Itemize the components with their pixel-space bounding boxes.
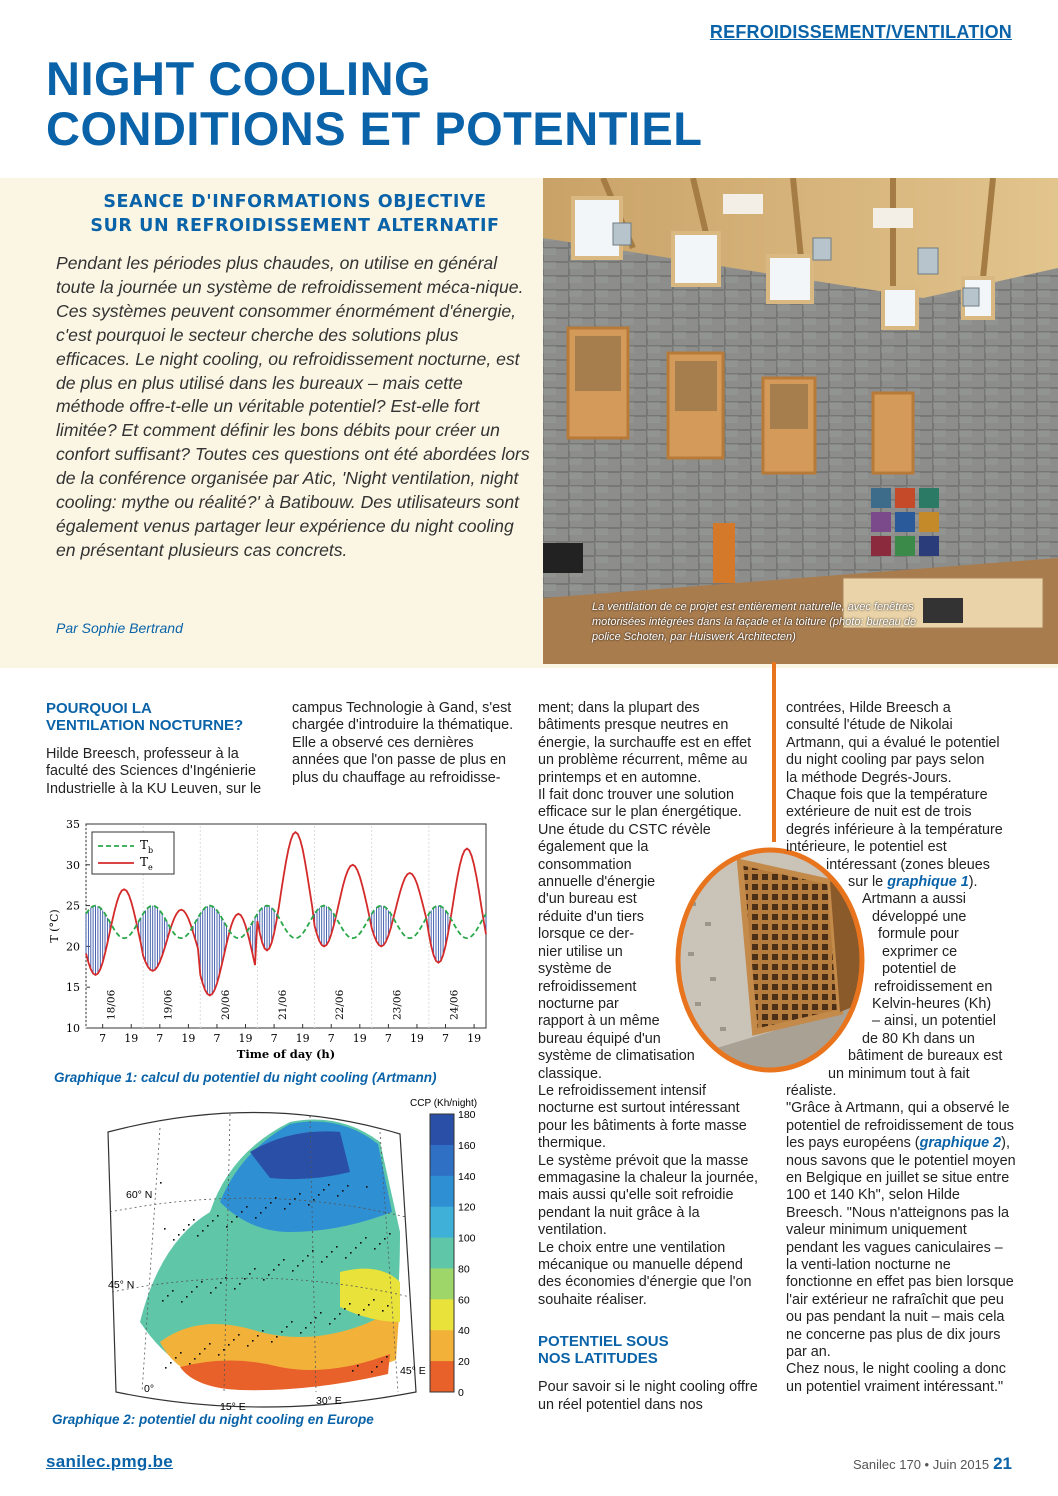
text-line: – ainsi, un potentiel (872, 1013, 997, 1030)
x-tick-label: 7 (384, 1032, 392, 1045)
text-line: potentiel de (882, 961, 957, 978)
x-tick-label: 7 (270, 1032, 278, 1045)
graph-reference: graphique 1 (887, 874, 969, 891)
legend-tb-label: T (140, 838, 149, 852)
scale-tick-label: 60 (458, 1294, 470, 1307)
column-4 (786, 700, 1016, 1396)
text-line: Chaque fois que la température (786, 787, 988, 804)
text-line: consommation (538, 856, 632, 873)
paragraph: Il fait donc trouver une solution efficace sur le plan énergétique. (538, 787, 742, 821)
section-label: REFROIDISSEMENT/VENTILATION (709, 22, 1012, 42)
title-line-2: CONDITIONS ET POTENTIEL (46, 102, 703, 155)
issue-label: Sanilec 170 • Juin 2015 (852, 1457, 990, 1472)
text-line: intérieure, le potentiel est (786, 839, 947, 856)
longitude-label: 45° E (400, 1365, 426, 1377)
text-line: classique. (538, 1065, 602, 1082)
title-line-1: NIGHT COOLING (46, 52, 432, 105)
x-tick-label: 7 (213, 1032, 221, 1045)
footer-site-link[interactable]: sanilec.pmg.be (46, 1452, 174, 1471)
y-tick-label: 10 (66, 1022, 80, 1035)
text-line: bâtiment de bureaux est (848, 1048, 1003, 1065)
text-line: annuelle d'énergie (538, 874, 656, 891)
paragraph: Pour savoir si le night cooling offre un réel potentiel dans nos (538, 1379, 758, 1413)
x-tick-label: 19 (238, 1032, 253, 1045)
text-line: développé une (872, 908, 967, 925)
longitude-label: 30° E (316, 1395, 342, 1407)
x-tick-label: 19 (409, 1032, 424, 1045)
scale-band (430, 1361, 454, 1392)
text-line: refroidissement en (874, 978, 993, 995)
text-run: "Grâce à Artmann, qui a observé le potentiel de refroidissement de tous les pays européens ( (786, 1100, 1014, 1152)
scale-tick-label: 20 (458, 1356, 470, 1369)
text-line: Artmann, qui a évalué le potentiel (786, 734, 1000, 751)
text-line: du night cooling par pays selon (786, 752, 985, 769)
x-axis-label: Time of day (h) (236, 1047, 336, 1061)
text-line: la méthode Degrés-Jours. (786, 769, 952, 786)
text-line: bureau équipé d'un (538, 1030, 661, 1047)
text-line: Artmann a aussi (862, 891, 966, 908)
scale-band (430, 1176, 454, 1207)
page-title (46, 54, 702, 154)
scale-band (430, 1207, 454, 1238)
paragraph: campus Technologie à Gand, s'est chargée d'introduire la thématique. (292, 700, 514, 734)
x-tick-label: 19 (352, 1032, 367, 1045)
scale-band (430, 1238, 454, 1269)
heading-line: POTENTIEL SOUS (538, 1333, 669, 1351)
column-1 (46, 700, 276, 798)
latitude-label: 60° N (126, 1189, 153, 1201)
text-line: rapport à un même (538, 1013, 660, 1030)
scale-tick-label: 40 (458, 1325, 470, 1338)
atrium-photo (543, 178, 1058, 664)
heading-line: VENTILATION NOCTURNE? (46, 717, 244, 734)
text-run: sur le (848, 874, 888, 891)
orange-connector (772, 662, 776, 842)
scale-tick-label: 160 (458, 1139, 476, 1152)
paragraph: Le système prévoit que la masse emmagasine la chaleur la journée, mais aussi qu'elle soit refroidie pendant la nuit grâce à la ventilation. (538, 1152, 758, 1239)
graph-1-caption: Graphique 1: calcul du potentiel du night cooling (Artmann) (54, 1070, 437, 1085)
legend-tb-sub: b (148, 846, 154, 855)
x-tick-label: 19 (124, 1032, 139, 1045)
paragraph: Chez nous, le night cooling a donc un potentiel vraiment intéressant." (786, 1361, 1007, 1395)
text-line: Kelvin-heures (Kh) (872, 995, 992, 1012)
x-tick-label: 19 (467, 1032, 482, 1045)
x-tick-label: 7 (99, 1032, 107, 1045)
subtitle-line-1: SEANCE D'INFORMATIONS OBJECTIVE (103, 192, 487, 212)
text-line: réaliste. (786, 1082, 837, 1099)
text-line: degrés inférieure à la température (786, 821, 1003, 838)
text-line: extérieure de nuit est de trois (786, 804, 972, 821)
graph-1-svg (46, 814, 496, 1068)
scale-tick-label: 140 (458, 1170, 476, 1183)
x-tick-label: 7 (327, 1032, 335, 1045)
scale-tick-label: 100 (458, 1232, 476, 1245)
graph-2-caption: Graphique 2: potentiel du night cooling en Europe (52, 1412, 374, 1427)
y-tick-label: 30 (66, 858, 80, 872)
intro-lead: Pendant les périodes plus chaudes, on utilise en général toute la journée un système de refroidissement méca-nique. Ces systèmes peuvent consommer énormément d'énergie, c'est pourquoi le secteur cherche des solutions plus efficaces. Le night cooling, ou refroidissement nocturne, est de plus en plus utilisé dans les bureaux – mais cette méthode offre-t-elle un véritable potentiel? Est-elle fort limitée? Et comment définir les bons débits pour créer un confort suffisant? Toutes ces questions ont été abordées lors de la conférence organisée par Atic, 'Night ventilation, night cooling: mythe ou réalité?' à Batibouw. Des utilisateurs sont également venus partager leur expérience du night cooling en présentant plusieurs cas concrets. (56, 253, 530, 560)
scale-tick-label: 80 (458, 1263, 470, 1276)
text-line: un minimum tout à fait (828, 1065, 970, 1082)
text-line: également que la (538, 839, 649, 856)
longitude-label: 0° (144, 1383, 155, 1395)
text-line: Une étude du CSTC révèle (538, 821, 711, 838)
graph-2-svg (100, 1092, 492, 1412)
x-tick-label: 19 (295, 1032, 310, 1045)
paragraph: Le refroidissement intensif nocturne est surtout intéressant pour les bâtiments à forte masse thermique. (538, 1082, 747, 1152)
text-line: refroidissement (538, 978, 637, 995)
paragraph: Hilde Breesch, professeur à la faculté des Sciences d'Ingénierie Industrielle à la KU Leuven, sur le (46, 746, 262, 797)
text-line: système de (538, 961, 612, 978)
photo-caption: La ventilation de ce projet est entièrement naturelle, avec fenêtres motorisées intégrées dans la façade et la toiture (photo: bureau de police Schoten, par Huiswerk Architecten) (592, 601, 917, 643)
scale-tick-label: 120 (458, 1201, 476, 1214)
date-label: 18/06 (105, 989, 118, 1020)
text-line: contrées, Hilde Breesch a (786, 700, 951, 716)
longitude-label: 15° E (220, 1401, 246, 1412)
latitude-label: 45° N (108, 1279, 135, 1291)
heading-pourquoi (46, 700, 276, 734)
text-line: intéressant (zones bleues (826, 856, 990, 873)
text-line: nocturne par (538, 995, 619, 1012)
text-line: consulté l'étude de Nikolai (786, 717, 953, 734)
date-label: 19/06 (162, 989, 175, 1020)
heading-potentiel (538, 1333, 764, 1367)
scale-band (430, 1330, 454, 1361)
footer-issue (853, 1454, 1012, 1474)
text-line: d'un bureau est (538, 891, 637, 908)
text-line (786, 874, 1016, 891)
scale-tick-label: 180 (458, 1109, 476, 1121)
graph-2 (100, 1092, 492, 1412)
graph-1 (46, 814, 496, 1068)
intro-subtitle (50, 190, 540, 238)
scale-band (430, 1268, 454, 1299)
paragraph (786, 1100, 1016, 1361)
heading-line: NOS LATITUDES (538, 1350, 658, 1368)
legend-box (92, 832, 174, 874)
y-tick-label: 35 (66, 818, 80, 831)
x-tick-label: 7 (442, 1032, 450, 1045)
text-line: exprimer ce (882, 943, 958, 960)
y-tick-label: 25 (66, 899, 80, 913)
byline: Par Sophie Bertrand (56, 620, 183, 636)
scale-tick-label: 0 (458, 1387, 464, 1399)
text-run: ). (968, 874, 978, 891)
date-label: 23/06 (391, 989, 404, 1020)
scale-band (430, 1145, 454, 1176)
text-run: ), nous savons que le potentiel moyen en Belgique en juillet se situe entre 100 et 140 Kh", selon Hilde Breesch. "Nous n'atteignons pas la valeur minimum uniquement pendant les vagues caniculaires – la venti-lation nocturne ne fonctionne en effet pas bien lorsque l'air extérieur ne rafraîchit que peu ou pas pendant la nuit – mais cela ne concerne pas plus de dix jours par an. (786, 1135, 1016, 1361)
paragraph: Elle a observé ces dernières années que l'on passe de plus en plus du chauffage au refroidisse- (292, 734, 506, 786)
legend-te-label: T (140, 855, 149, 869)
y-tick-label: 20 (66, 940, 80, 954)
y-tick-label: 15 (66, 981, 80, 995)
text-line: système de climatisation (538, 1048, 695, 1065)
text-line: lorsque ce der- (538, 926, 634, 943)
page-number: 21 (993, 1454, 1012, 1473)
y-axis-label: T (°C) (48, 909, 61, 943)
date-label: 20/06 (219, 989, 232, 1020)
x-tick-label: 19 (181, 1032, 196, 1045)
text-line: nier utilise un (538, 943, 623, 960)
scale-band (430, 1299, 454, 1330)
column-2 (292, 700, 517, 787)
legend-te-sub: e (148, 863, 153, 872)
subtitle-line-2: SUR UN REFROIDISSEMENT ALTERNATIF (90, 216, 500, 236)
paragraph: Le choix entre une ventilation mécanique ou manuelle dépend des économies d'énergie que l'on souhaite réaliser. (538, 1239, 752, 1308)
scale-band (430, 1114, 454, 1145)
x-tick-label: 7 (156, 1032, 164, 1045)
date-label: 24/06 (448, 989, 461, 1020)
text-line: réduite d'un tiers (538, 908, 644, 925)
atrium-illustration (543, 178, 1058, 664)
text-line: formule pour (878, 926, 959, 943)
paragraph: ment; dans la plupart des bâtiments presque neutres en énergie, la surchauffe est en effet un problème récurrent, même au printemps et en automne. (538, 700, 752, 786)
heading-line: POURQUOI LA (46, 700, 152, 717)
text-line: de 80 Kh dans un (862, 1030, 975, 1047)
scale-unit: CCP (Kh/night) (410, 1098, 478, 1109)
date-label: 22/06 (334, 989, 347, 1020)
date-label: 21/06 (277, 989, 289, 1020)
graph-reference: graphique 2 (919, 1135, 1002, 1152)
